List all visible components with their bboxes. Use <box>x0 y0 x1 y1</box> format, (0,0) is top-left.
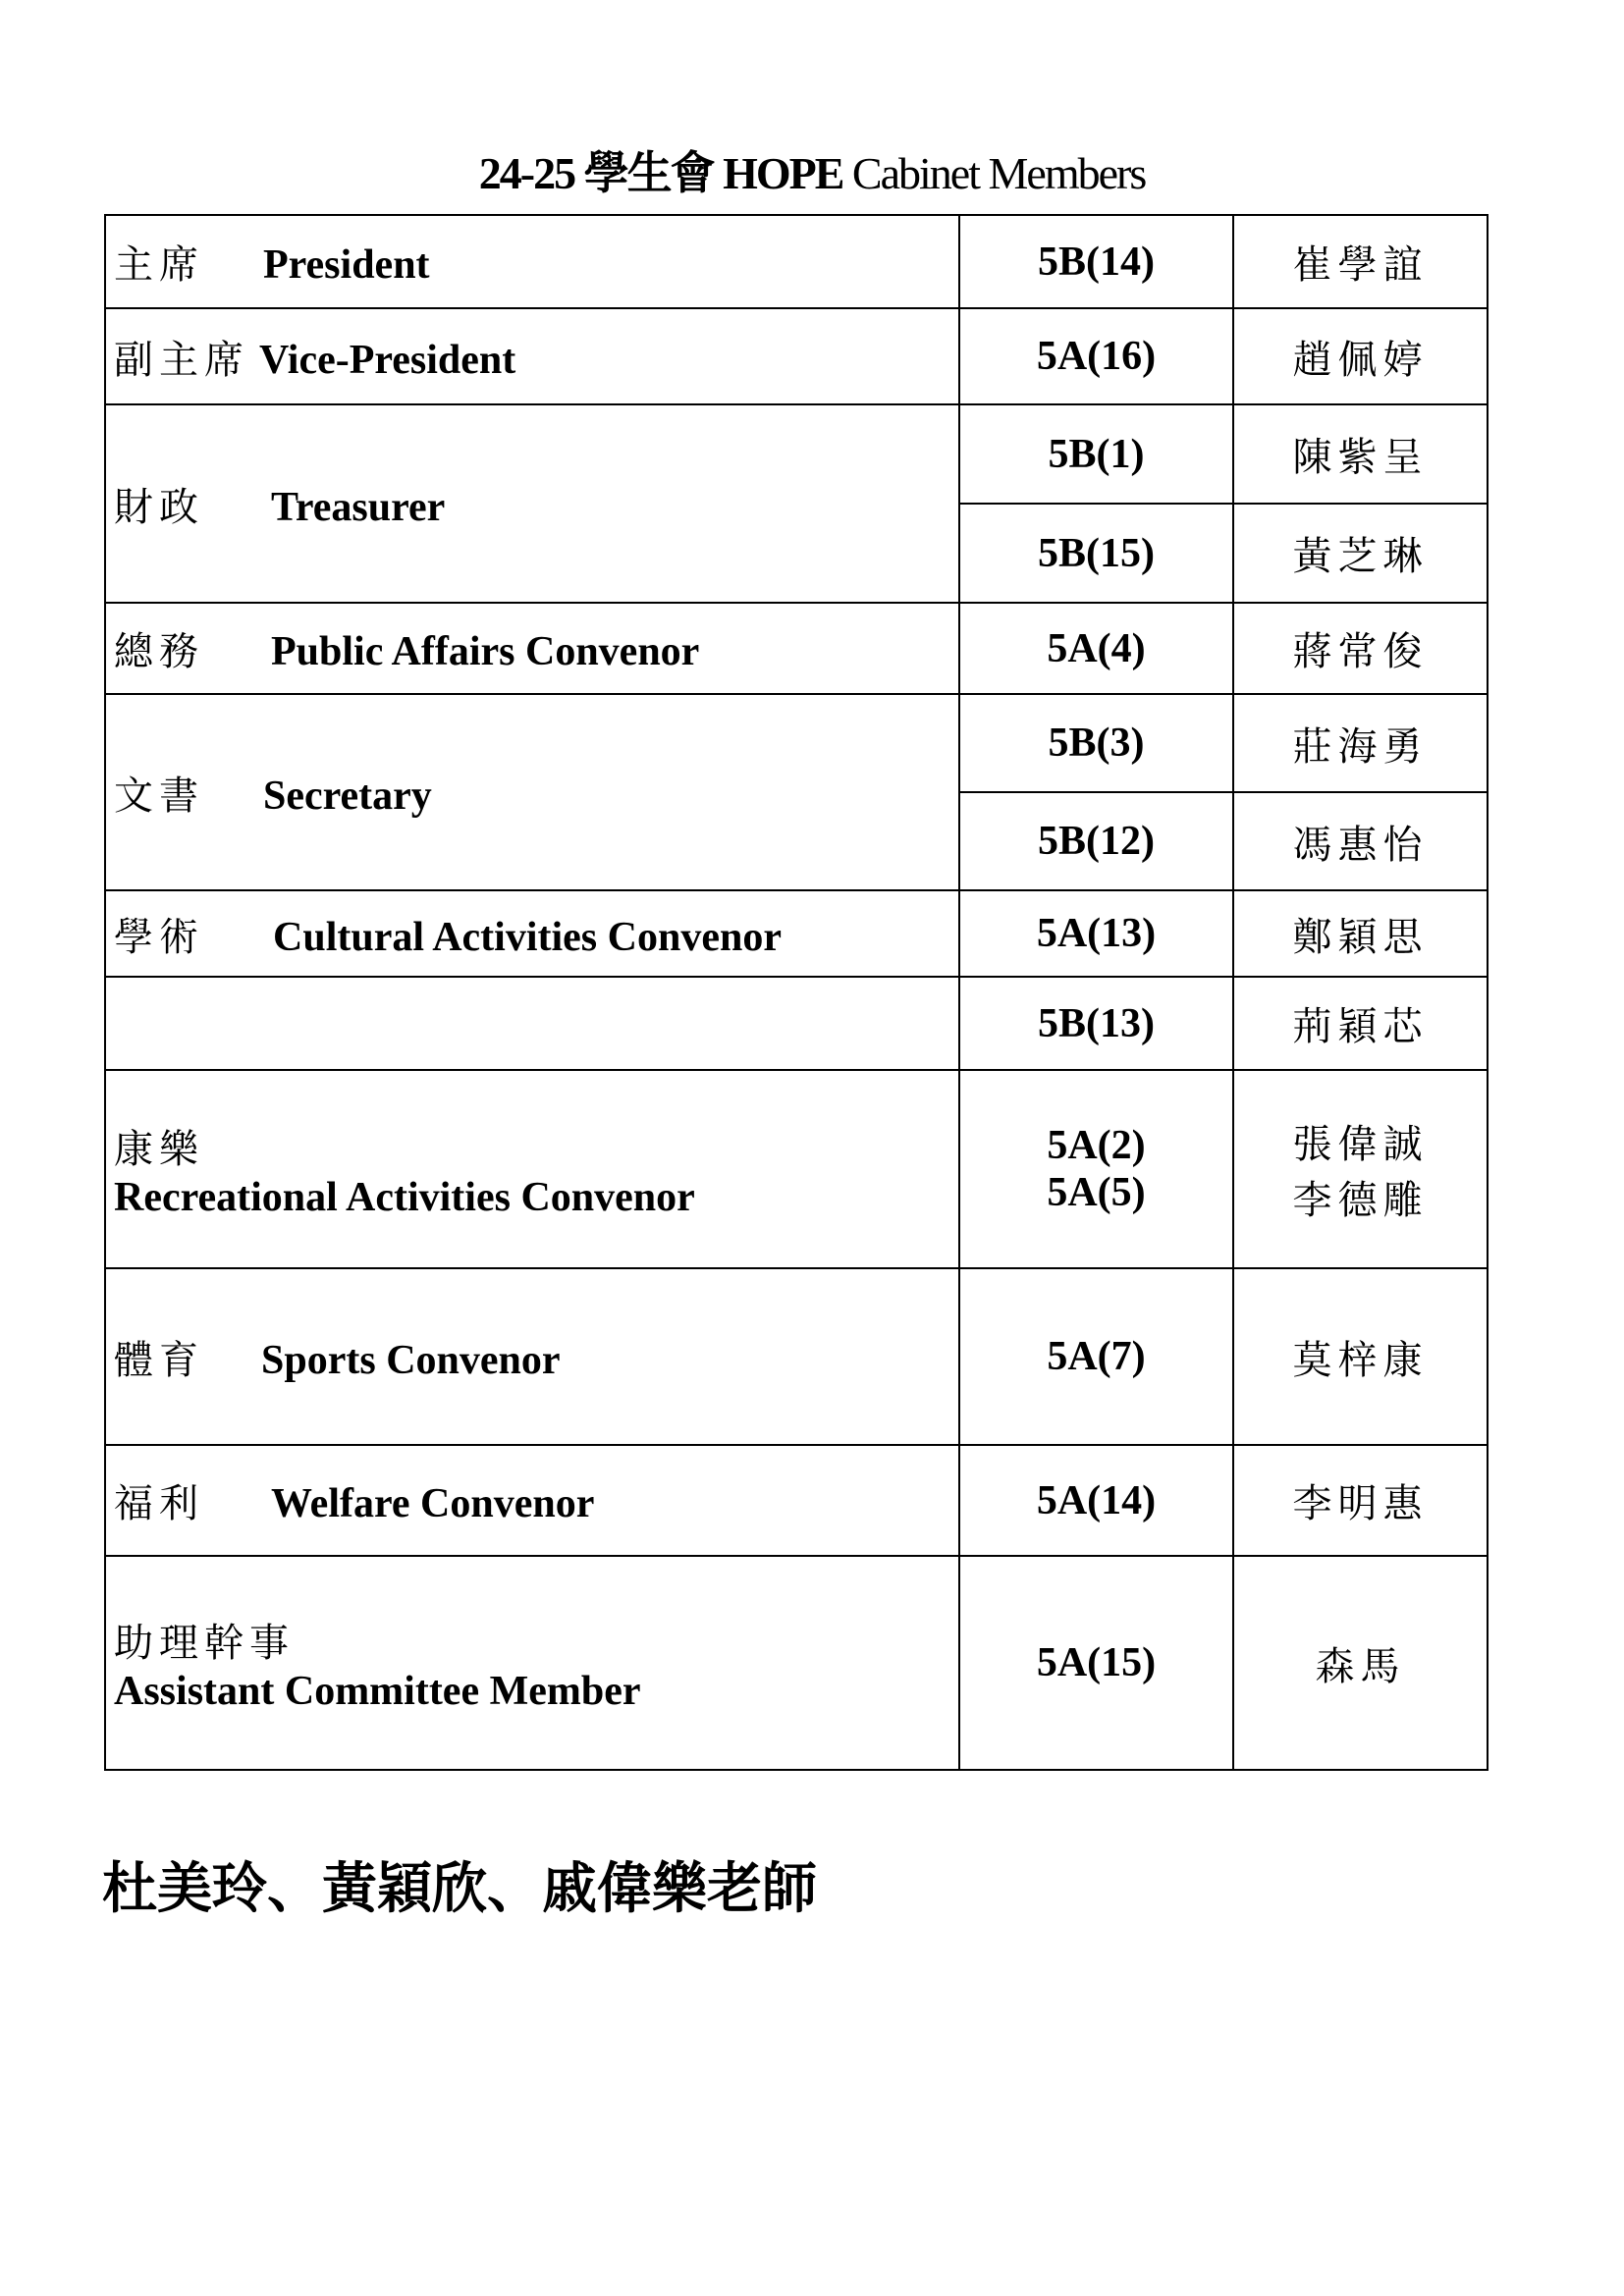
name-cell: 崔學誼 <box>1233 215 1488 308</box>
title-zh: 學生會 <box>583 148 714 198</box>
role-en: Cultural Activities Convenor <box>273 914 782 960</box>
class-cell: 5A(4) <box>959 603 1233 694</box>
name-cell: 蔣常俊 <box>1233 603 1488 694</box>
role-cell <box>105 404 959 603</box>
role-cell <box>105 694 959 890</box>
class-cell: 5B(13) <box>959 977 1233 1070</box>
role-cell-empty <box>105 977 959 1070</box>
role-en: Welfare Convenor <box>271 1481 595 1526</box>
role-zh: 文書 <box>114 773 204 819</box>
table-row <box>105 1445 1488 1556</box>
name-cell: 莊海勇 <box>1233 694 1488 792</box>
role-zh: 總務 <box>114 629 204 674</box>
role-en: Vice-President <box>259 337 516 383</box>
role-cell <box>105 890 959 977</box>
role-zh: 學術 <box>114 914 204 960</box>
title-year: 24-25 <box>478 148 575 198</box>
role-en: Assistant Committee Member <box>114 1668 641 1714</box>
class-cell: 5A(15) <box>959 1556 1233 1770</box>
table-row <box>105 1268 1488 1445</box>
name-cell: 莫梓康 <box>1233 1268 1488 1445</box>
name-cell: 趙佩婷 <box>1233 308 1488 404</box>
class-cell: 5A(14) <box>959 1445 1233 1556</box>
class-cell: 5A(13) <box>959 890 1233 977</box>
table-row <box>105 603 1488 694</box>
cabinet-table <box>104 214 1489 1771</box>
role-cell <box>105 1268 959 1445</box>
role-en: Treasurer <box>271 484 446 530</box>
page-title <box>0 137 1624 202</box>
title-rest: Cabinet Members <box>851 148 1146 198</box>
role-cell <box>105 215 959 308</box>
table-row <box>105 404 1488 504</box>
name-value: 張偉誠 <box>1292 1122 1429 1167</box>
role-en: Sports Convenor <box>261 1337 561 1383</box>
role-zh: 副主席 <box>114 337 249 383</box>
role-en: Public Affairs Convenor <box>271 629 700 674</box>
role-en: Secretary <box>263 773 432 819</box>
class-cell: 5B(14) <box>959 215 1233 308</box>
name-cell: 黃芝琳 <box>1233 504 1488 603</box>
class-cell: 5B(3) <box>959 694 1233 792</box>
class-cell: 5B(1) <box>959 404 1233 504</box>
role-en: Recreational Activities Convenor <box>114 1174 695 1220</box>
name-cell: 陳紫呈 <box>1233 404 1488 504</box>
table-row <box>105 1556 1488 1770</box>
name-cell: 馮惠怡 <box>1233 792 1488 890</box>
class-cell: 5A(16) <box>959 308 1233 404</box>
table-row <box>105 977 1488 1070</box>
class-cell <box>959 1070 1233 1268</box>
class-value: 5A(2) <box>1047 1123 1146 1168</box>
table-row <box>105 308 1488 404</box>
name-cell: 鄭穎思 <box>1233 890 1488 977</box>
role-cell <box>105 1556 959 1770</box>
name-cell <box>1233 1070 1488 1268</box>
role-en: President <box>263 242 430 288</box>
table-row <box>105 1070 1488 1268</box>
role-zh: 康樂 <box>114 1126 204 1172</box>
role-cell <box>105 603 959 694</box>
role-zh: 主席 <box>114 242 204 288</box>
class-cell: 5B(15) <box>959 504 1233 603</box>
role-zh: 助理幹事 <box>114 1620 295 1666</box>
class-cell: 5A(7) <box>959 1268 1233 1445</box>
role-cell <box>105 1445 959 1556</box>
role-zh: 體育 <box>114 1337 204 1383</box>
class-cell: 5B(12) <box>959 792 1233 890</box>
table-row <box>105 694 1488 792</box>
name-cell: 荊穎芯 <box>1233 977 1488 1070</box>
role-cell <box>105 308 959 404</box>
name-value: 李德雕 <box>1292 1178 1429 1223</box>
teachers-line: 杜美玲、黃穎欣、戚偉樂老師 <box>102 1857 817 1921</box>
title-brand: HOPE <box>723 148 843 198</box>
role-zh: 財政 <box>114 484 204 530</box>
table-row <box>105 890 1488 977</box>
table-row <box>105 215 1488 308</box>
role-cell <box>105 1070 959 1268</box>
name-cell: 森馬 <box>1233 1556 1488 1770</box>
name-cell: 李明惠 <box>1233 1445 1488 1556</box>
class-value: 5A(5) <box>1047 1170 1146 1215</box>
role-zh: 福利 <box>114 1481 204 1526</box>
